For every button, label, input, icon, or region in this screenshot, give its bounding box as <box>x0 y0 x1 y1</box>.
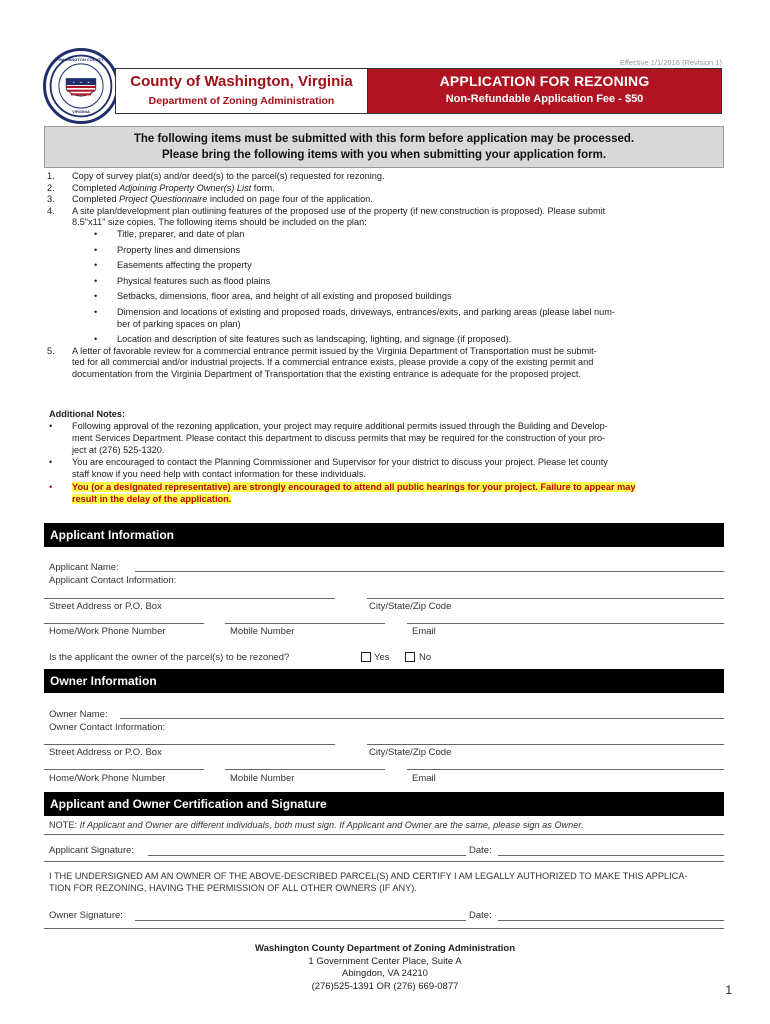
applicant-section-header: Applicant Information <box>44 523 724 547</box>
owner-yes-checkbox[interactable] <box>361 652 371 662</box>
owner-date-field[interactable] <box>498 920 724 921</box>
note-item: • Following approval of the rezoning application, your project may require additional permits issued through the Building and Develop- ment Services Department. Please contact this department to discuss permits that may be required for the construction of your pro- ject at (276) 525-1320. <box>49 421 608 455</box>
required-items-list <box>47 171 723 381</box>
owner-name-field[interactable] <box>120 718 724 719</box>
applicant-phone-field[interactable] <box>44 623 204 624</box>
bullet-icon: • <box>49 457 53 468</box>
owner-question-label: Is the applicant the owner of the parcel(s) to be rezoned? <box>49 652 290 663</box>
certification-section-header: Applicant and Owner Certification and Signature <box>44 792 724 816</box>
applicant-city-label: City/State/Zip Code <box>369 601 452 612</box>
owner-city-label: City/State/Zip Code <box>369 747 452 758</box>
owner-signature-field[interactable] <box>135 920 466 921</box>
bullet-icon: • <box>94 334 98 345</box>
applicant-mobile-label: Mobile Number <box>230 626 295 637</box>
list-item: 2. Completed Adjoining Property Owner(s) List form. <box>47 182 275 193</box>
applicant-mobile-field[interactable] <box>225 623 385 624</box>
plan-item: • Property lines and dimensions <box>94 244 241 255</box>
county-header <box>115 68 367 114</box>
banner-line-1: The following items must be submitted with this form before application may be processed. <box>133 133 635 145</box>
seal-top-text: WASHINGTON COUNTY <box>58 57 104 62</box>
additional-notes-list <box>47 421 723 507</box>
list-item: 4. A site plan/development plan outlining features of the proposed use of the property (if new construction is proposed). Please submit 8.5"x11" size copies. The following items should be included on the plan: <box>47 205 606 228</box>
applicant-signature-field[interactable] <box>148 855 466 856</box>
application-title: APPLICATION FOR REZONING <box>439 73 650 89</box>
plan-item: • Setbacks, dimensions, floor area, and height of all existing and proposed buildings <box>94 291 452 302</box>
applicant-date-field[interactable] <box>498 855 724 856</box>
applicant-street-field[interactable] <box>44 598 335 599</box>
applicant-email-field[interactable] <box>407 623 724 624</box>
plan-item: • Dimension and locations of existing and proposed roads, driveways, entrances/exits, and parking areas (please label num- <box>94 306 615 317</box>
application-header <box>367 68 722 114</box>
list-item: 5. A letter of favorable review for a commercial entrance permit issued by the Virginia Department of Transportation must be submit- ted for all commercial and/or industrial projects. If a commercial entrance exists, please provide a copy of the existing permit and documentation from the Virginia Department of Transportation that the existing entrance is adequate for the proposed project. <box>47 345 597 379</box>
applicant-street-label: Street Address or P.O. Box <box>49 601 162 612</box>
signature-divider <box>44 861 724 862</box>
owner-mobile-label: Mobile Number <box>230 773 295 784</box>
bullet-icon: • <box>49 481 53 492</box>
applicant-name-field[interactable] <box>135 571 724 572</box>
owner-section-header: Owner Information <box>44 669 724 693</box>
bullet-icon: • <box>94 306 98 317</box>
plan-item: • Easements affecting the property <box>94 260 252 271</box>
applicant-date-label: Date: <box>469 845 492 856</box>
owner-name-label: Owner Name: <box>49 709 108 720</box>
plan-item-continued: ber of parking spaces on plan) <box>117 318 241 329</box>
required-items-banner <box>44 126 724 168</box>
seal-bottom-text: VIRGINIA <box>72 109 90 114</box>
county-seal <box>43 48 119 124</box>
owner-no-checkbox[interactable] <box>405 652 415 662</box>
note-item-warning: • You (or a designated representative) are strongly encouraged to attend all public hearings for your project. Failure to appear may result in the delay of the application. <box>49 481 636 504</box>
plan-item: • Title, preparer, and date of plan <box>94 228 245 239</box>
note-divider <box>44 834 724 835</box>
bullet-icon: • <box>94 260 98 271</box>
bullet-icon: • <box>94 244 98 255</box>
plan-item: • Location and description of site features such as landscaping, lighting, and signage (if proposed). <box>94 334 512 345</box>
owner-phone-label: Home/Work Phone Number <box>49 773 166 784</box>
owner-street-field[interactable] <box>44 744 335 745</box>
bullet-icon: • <box>49 421 53 431</box>
list-item: 3. Completed Project Questionnaire included on page four of the application. <box>47 194 373 205</box>
owner-email-label: Email <box>412 773 436 784</box>
owner-mobile-field[interactable] <box>225 769 385 770</box>
additional-notes-title: Additional Notes: <box>49 409 126 419</box>
owner-city-field[interactable] <box>367 744 724 745</box>
applicant-email-label: Email <box>412 626 436 637</box>
owner-date-label: Date: <box>469 910 492 921</box>
footer-org: Washington County Department of Zoning Administration <box>255 943 515 954</box>
footer-address-1: 1 Government Center Place, Suite A <box>308 955 462 967</box>
applicant-signature-label: Applicant Signature: <box>49 845 135 856</box>
owner-street-label: Street Address or P.O. Box <box>49 747 162 758</box>
owner-certification-statement: I THE UNDERSIGNED AM AN OWNER OF THE ABOVE-DESCRIBED PARCEL(S) AND CERTIFY I AM LEGALLY AUTHORIZED TO MAKE THIS APPLICA- TION FOR REZONING, HAVING THE PERMISSION OF ALL OTHER OWNERS (IF ANY). <box>49 871 688 893</box>
applicant-contact-label: Applicant Contact Information: <box>49 575 177 586</box>
department-name: Department of Zoning Administration <box>148 95 335 107</box>
footer-address-2: Abingdon, VA 24210 <box>342 968 428 979</box>
owner-no-label: No <box>419 652 432 663</box>
effective-date: Effective 1/1/2016 (Revision 1) <box>619 58 722 67</box>
owner-yes-label: Yes <box>374 652 390 663</box>
owner-email-field[interactable] <box>407 769 724 770</box>
footer-phone: (276)525-1391 OR (276) 669-0877 <box>311 980 459 992</box>
applicant-phone-label: Home/Work Phone Number <box>49 626 166 637</box>
bullet-icon: • <box>94 275 98 286</box>
banner-line-2: Please bring the following items with you when submitting your application form. <box>161 149 607 161</box>
application-fee: Non-Refundable Application Fee - $50 <box>445 93 644 105</box>
footer-divider <box>44 928 724 929</box>
owner-contact-label: Owner Contact Information: <box>49 722 166 733</box>
plan-item: • Physical features such as flood plains <box>94 275 271 286</box>
county-title: County of Washington, Virginia <box>130 73 353 90</box>
certification-note: NOTE: If Applicant and Owner are different individuals, both must sign. If Applicant and Owner are the same, please sign as Owner. <box>49 820 584 830</box>
page-number: 1 <box>725 983 732 997</box>
note-item: • You are encouraged to contact the Planning Commissioner and Supervisor for your district to discuss your project. Please let county staff know if you need help with contact information for these individuals. <box>49 457 608 480</box>
applicant-city-field[interactable] <box>367 598 724 599</box>
bullet-icon: • <box>94 291 98 302</box>
list-item: 1. Copy of survey plat(s) and/or deed(s) to the parcel(s) requested for rezoning. <box>47 171 385 181</box>
bullet-icon: • <box>94 228 98 239</box>
owner-phone-field[interactable] <box>44 769 204 770</box>
applicant-name-label: Applicant Name: <box>49 562 119 573</box>
footer <box>0 943 770 993</box>
owner-signature-label: Owner Signature: <box>49 910 123 921</box>
